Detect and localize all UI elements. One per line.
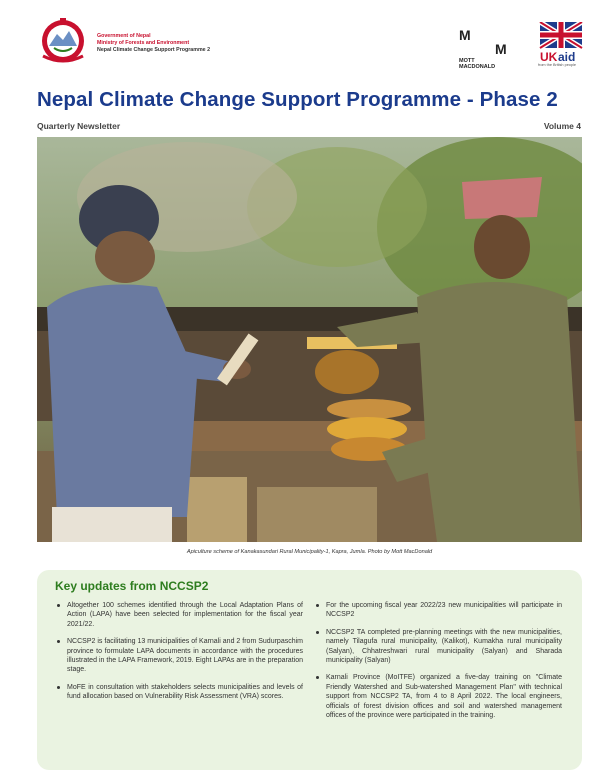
page-header xyxy=(0,0,607,85)
key-updates-heading: Key updates from NCCSP2 xyxy=(55,579,209,593)
list-item: Altogether 100 schemes identified through the Local Adaptation Plans of Action (LAPA) have been selected for implementation for the fiscal year 2021/22. xyxy=(55,601,303,629)
list-item: MoFE in consultation with stakeholders selects municipalities and levels of fund allocation based on Vulnerability Risk Assessment (VRA) scores. xyxy=(55,683,303,702)
photo-caption: Apiculture scheme of Kanakasundari Rural Municipality-1, Kapra, Jumla. Photo by Mott MacDonald xyxy=(186,549,433,555)
ukaid-logo xyxy=(538,22,584,68)
gov-line-3: Nepal Climate Change Support Programme 2 xyxy=(97,47,211,53)
svg-text:aid: aid xyxy=(558,50,576,64)
list-item: For the upcoming fiscal year 2022/23 new municipalities will participate in NCCSP2 xyxy=(314,601,562,620)
svg-text:UK: UK xyxy=(540,50,558,64)
key-updates-box xyxy=(37,570,582,770)
key-updates-right-column xyxy=(314,601,562,728)
key-updates-left-column xyxy=(55,601,303,710)
volume-label: Volume 4 xyxy=(543,121,581,131)
svg-text:M: M xyxy=(495,41,507,57)
ukaid-tagline: from the British people xyxy=(538,63,576,67)
mott-macdonald-logo xyxy=(459,24,513,70)
list-item: NCCSP2 TA completed pre-planning meetings with the new municipalities, namely Tilagufa rural municipality, (Kalikot), Kumakha rural municipality (Salyan), Chhatreshwari rural municipality (Salyan) and Sharada municipality (Salyan) xyxy=(314,628,562,666)
svg-text:MOTT: MOTT xyxy=(459,58,475,64)
government-text xyxy=(97,33,210,54)
nepal-emblem-icon xyxy=(37,16,89,64)
cover-photo xyxy=(37,137,582,542)
list-item: NCCSP2 is facilitating 13 municipalities of Karnali and 2 from Sudurpaschim province to formulate LAPA documents in accordance with the procedures illustrated in the LAPA Framework, 2019. Eight LAPAs are in the preparation stage. xyxy=(55,637,303,675)
gov-line-2: Ministry of Forests and Environment xyxy=(97,40,190,46)
svg-text:M: M xyxy=(459,27,471,43)
page-title: Nepal Climate Change Support Programme - Phase 2 xyxy=(37,88,558,111)
gov-line-1: Government of Nepal xyxy=(97,33,151,39)
newsletter-subline xyxy=(37,121,581,131)
newsletter-label: Quarterly Newsletter xyxy=(37,121,121,131)
svg-text:MACDONALD: MACDONALD xyxy=(459,64,496,70)
list-item: Karnali Province (MoITFE) organized a five-day training on "Climate Friendly Watershed and Sub-watershed Management Plan" with technical support from NCCSP2 TA, from 4 to 8 April 2022. The local engineers, officials of forest division offices and soil and watershed management offices of the province were participated in the training. xyxy=(314,673,562,720)
